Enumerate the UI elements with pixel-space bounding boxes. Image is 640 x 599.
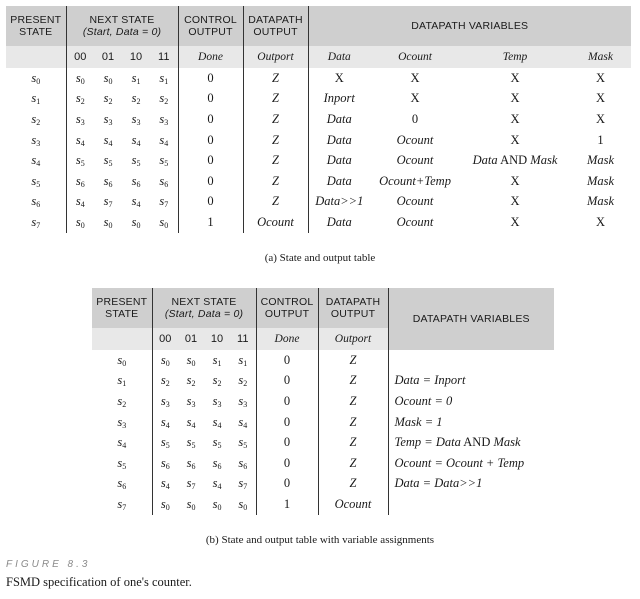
state-cell: $s_4$ xyxy=(31,153,41,169)
state-index: 2 xyxy=(136,97,141,107)
assignment-cell: Temp = Data AND Mask xyxy=(388,432,554,453)
assignment-cell: Mask = 1 xyxy=(388,412,554,433)
table-row xyxy=(92,494,554,515)
state-cell: $s_2$ xyxy=(238,373,248,389)
header-next-state xyxy=(152,288,256,328)
table-row xyxy=(6,171,631,192)
header-next-state-cond: (Start, Data = 0) xyxy=(82,26,162,38)
state-index: 3 xyxy=(136,117,141,127)
done-cell: 0 xyxy=(178,192,243,213)
state-cell: $s_4$ xyxy=(66,192,94,213)
state-cell: $s_1$ xyxy=(31,91,41,107)
state-index: 4 xyxy=(217,482,222,492)
state-index: 0 xyxy=(191,502,196,512)
subheader-input: 01 xyxy=(94,46,122,68)
table-b-caption: (b) State and output table with variable assignments xyxy=(205,534,435,546)
subheader-blank xyxy=(92,328,152,350)
header-datapath-variables: DATAPATH VARIABLES xyxy=(308,6,631,46)
subheader-done: Done xyxy=(256,328,318,350)
state-index: 4 xyxy=(80,200,85,210)
state-cell: $s_4$ xyxy=(103,132,113,148)
table-a-caption: (a) State and output table xyxy=(264,252,376,264)
mask-cell: X xyxy=(596,214,606,229)
state-index: 6 xyxy=(191,461,196,471)
state-cell: $s_0$ xyxy=(186,496,196,512)
state-index: 2 xyxy=(108,97,113,107)
outport-cell: Z xyxy=(318,371,388,392)
state-cell: $s_5$ xyxy=(212,435,222,451)
data-cell: Data xyxy=(308,171,370,192)
done-cell: 0 xyxy=(256,432,318,453)
assignment-cell: Data = Inport xyxy=(388,371,554,392)
temp-cell: X xyxy=(510,70,520,85)
state-cell: $s_5$ xyxy=(186,435,196,451)
data-cell: Data xyxy=(308,130,370,151)
state-cell: $s_5$ xyxy=(117,455,127,471)
state-cell: $s_6$ xyxy=(212,455,222,471)
state-index: 6 xyxy=(217,461,222,471)
subheader-input: 01 xyxy=(178,328,204,350)
mask-cell: X xyxy=(596,91,606,106)
ocount-cell: 0 xyxy=(411,111,419,126)
state-cell: $s_3$ xyxy=(152,391,178,412)
state-index: 0 xyxy=(36,76,41,86)
state-index: 3 xyxy=(217,399,222,409)
data-cell: Inport xyxy=(308,89,370,110)
state-cell: $s_5$ xyxy=(159,153,169,169)
state-cell: $s_6$ xyxy=(238,455,248,471)
done-cell: 0 xyxy=(256,371,318,392)
header-present-state: PRESENT STATE xyxy=(6,6,66,46)
state-index: 5 xyxy=(243,441,248,451)
outport-cell: Z xyxy=(243,130,308,151)
state-cell: $s_3$ xyxy=(31,132,41,148)
state-cell: $s_7$ xyxy=(117,496,127,512)
state-cell: $s_6$ xyxy=(131,173,141,189)
state-cell: $s_1$ xyxy=(212,352,222,368)
table-row xyxy=(92,432,554,453)
subheader-data: Data xyxy=(308,46,370,68)
state-index: 0 xyxy=(243,502,248,512)
state-index: 2 xyxy=(122,399,127,409)
subheader-mask: Mask xyxy=(570,46,631,68)
state-index: 4 xyxy=(122,441,127,451)
subheader-ocount: Ocount xyxy=(370,46,460,68)
state-index: 6 xyxy=(122,482,127,492)
done-cell: 0 xyxy=(256,474,318,495)
outport-cell: Ocount xyxy=(318,494,388,515)
state-cell: $s_6$ xyxy=(152,453,178,474)
state-index: 0 xyxy=(80,76,85,86)
state-cell: $s_1$ xyxy=(131,70,141,86)
state-index: 4 xyxy=(136,200,141,210)
header-present-state: PRESENT STATE xyxy=(92,288,152,328)
state-index: 3 xyxy=(165,399,170,409)
state-index: 7 xyxy=(243,482,248,492)
temp-cell: X xyxy=(510,91,520,106)
table-row xyxy=(6,68,631,89)
state-index: 4 xyxy=(165,482,170,492)
header-next-state-label: NEXT STATE xyxy=(89,14,155,26)
state-index: 0 xyxy=(108,76,113,86)
state-cell: $s_3$ xyxy=(212,393,222,409)
state-cell: $s_1$ xyxy=(159,70,169,86)
state-index: 4 xyxy=(191,420,196,430)
state-cell: $s_7$ xyxy=(31,214,41,230)
assignment-cell: Ocount = Ocount + Temp xyxy=(388,453,554,474)
state-index: 1 xyxy=(217,358,222,368)
state-cell: $s_5$ xyxy=(66,150,94,171)
temp-cell: X xyxy=(510,173,520,188)
state-cell: $s_3$ xyxy=(117,414,127,430)
table-row xyxy=(92,474,554,495)
state-index: 4 xyxy=(165,420,170,430)
state-cell: $s_7$ xyxy=(238,476,248,492)
header-datapath-output: DATAPATH OUTPUT xyxy=(318,288,388,328)
subheader-input: 11 xyxy=(230,328,256,350)
subheader-input: 10 xyxy=(204,328,230,350)
data-cell: Data xyxy=(308,150,370,171)
state-cell: $s_4$ xyxy=(238,414,248,430)
table-row xyxy=(92,350,554,371)
state-index: 1 xyxy=(136,76,141,86)
done-cell: 0 xyxy=(178,150,243,171)
state-cell: $s_7$ xyxy=(159,194,169,210)
state-cell: $s_4$ xyxy=(152,412,178,433)
temp-cell: Data AND Mask xyxy=(472,153,558,168)
mask-cell: Mask xyxy=(586,194,615,209)
state-cell: $s_4$ xyxy=(131,132,141,148)
done-cell: 0 xyxy=(178,130,243,151)
ocount-cell: X xyxy=(410,70,420,85)
state-cell: $s_3$ xyxy=(238,393,248,409)
ocount-cell: Ocount xyxy=(396,132,434,147)
state-index: 3 xyxy=(80,117,85,127)
state-index: 5 xyxy=(36,179,41,189)
state-cell: $s_6$ xyxy=(103,173,113,189)
state-index: 5 xyxy=(108,159,113,169)
assignment-cell: Ocount = 0 xyxy=(388,391,554,412)
state-index: 3 xyxy=(122,420,127,430)
subheader-blank xyxy=(6,46,66,68)
table-row xyxy=(92,371,554,392)
figure-label: FIGURE 8.3 xyxy=(6,559,91,570)
table-row xyxy=(6,109,631,130)
state-cell: $s_2$ xyxy=(131,91,141,107)
table-row xyxy=(6,89,631,110)
state-cell: $s_5$ xyxy=(31,173,41,189)
subheader-outport: Outport xyxy=(243,46,308,68)
mask-cell: 1 xyxy=(597,132,604,147)
state-index: 0 xyxy=(136,220,141,230)
state-index: 6 xyxy=(165,461,170,471)
outport-cell: Z xyxy=(318,432,388,453)
state-cell: $s_2$ xyxy=(159,91,169,107)
state-cell: $s_7$ xyxy=(186,476,196,492)
state-cell: $s_4$ xyxy=(117,435,127,451)
state-cell: $s_0$ xyxy=(152,350,178,371)
state-cell: $s_5$ xyxy=(152,432,178,453)
state-index: 7 xyxy=(191,482,196,492)
table-row xyxy=(6,150,631,171)
state-cell: $s_0$ xyxy=(152,494,178,515)
temp-cell: X xyxy=(510,132,520,147)
state-index: 6 xyxy=(243,461,248,471)
state-index: 2 xyxy=(191,379,196,389)
temp-cell: X xyxy=(510,194,520,209)
state-index: 3 xyxy=(108,117,113,127)
state-index: 0 xyxy=(217,502,222,512)
state-cell: $s_0$ xyxy=(103,70,113,86)
state-index: 3 xyxy=(36,138,41,148)
subheader-input: 00 xyxy=(152,328,178,350)
outport-cell: Z xyxy=(318,474,388,495)
ocount-cell: Ocount xyxy=(396,153,434,168)
outport-cell: Z xyxy=(243,192,308,213)
state-index: 7 xyxy=(36,220,41,230)
state-index: 7 xyxy=(164,200,169,210)
state-cell: $s_6$ xyxy=(159,173,169,189)
table-row xyxy=(6,130,631,151)
subheader-done: Done xyxy=(178,46,243,68)
state-index: 2 xyxy=(36,117,41,127)
state-index: 6 xyxy=(164,179,169,189)
state-index: 5 xyxy=(217,441,222,451)
state-cell: $s_6$ xyxy=(31,194,41,210)
state-cell: $s_0$ xyxy=(159,214,169,230)
outport-cell: Z xyxy=(318,412,388,433)
done-cell: 0 xyxy=(178,171,243,192)
state-cell: $s_6$ xyxy=(117,476,127,492)
state-cell: $s_6$ xyxy=(186,455,196,471)
temp-cell: X xyxy=(510,214,520,229)
header-next-state-label: NEXT STATE xyxy=(171,296,237,308)
state-cell: $s_5$ xyxy=(131,153,141,169)
state-cell: $s_0$ xyxy=(186,352,196,368)
done-cell: 0 xyxy=(256,453,318,474)
state-cell: $s_4$ xyxy=(159,132,169,148)
state-index: 7 xyxy=(108,200,113,210)
state-index: 0 xyxy=(108,220,113,230)
state-index: 7 xyxy=(122,502,127,512)
state-index: 4 xyxy=(136,138,141,148)
state-index: 6 xyxy=(36,200,41,210)
state-index: 6 xyxy=(136,179,141,189)
state-output-table-a xyxy=(6,6,631,233)
data-cell: Data xyxy=(308,212,370,233)
header-control-output: CONTROL OUTPUT xyxy=(256,288,318,328)
state-cell: $s_2$ xyxy=(212,373,222,389)
outport-cell: Z xyxy=(318,350,388,371)
subheader-input: 00 xyxy=(66,46,94,68)
state-index: 4 xyxy=(164,138,169,148)
outport-cell: Z xyxy=(243,89,308,110)
state-index: 0 xyxy=(165,502,170,512)
state-cell: $s_5$ xyxy=(238,435,248,451)
state-index: 4 xyxy=(108,138,113,148)
assignment-cell xyxy=(388,494,554,515)
state-index: 4 xyxy=(36,159,41,169)
done-cell: 0 xyxy=(178,89,243,110)
assignment-cell: Data = Data>>1 xyxy=(388,474,554,495)
state-cell: $s_3$ xyxy=(159,111,169,127)
state-index: 2 xyxy=(80,97,85,107)
state-cell: $s_1$ xyxy=(238,352,248,368)
data-cell: X xyxy=(308,68,370,89)
state-index: 0 xyxy=(165,358,170,368)
state-cell: $s_3$ xyxy=(186,393,196,409)
state-cell: $s_4$ xyxy=(212,476,222,492)
done-cell: 0 xyxy=(256,391,318,412)
state-cell: $s_4$ xyxy=(152,474,178,495)
outport-cell: Z xyxy=(243,68,308,89)
state-index: 5 xyxy=(136,159,141,169)
done-cell: 0 xyxy=(178,68,243,89)
state-index: 2 xyxy=(165,379,170,389)
state-cell: $s_2$ xyxy=(186,373,196,389)
state-cell: $s_2$ xyxy=(66,89,94,110)
state-index: 3 xyxy=(164,117,169,127)
header-datapath-output: DATAPATH OUTPUT xyxy=(243,6,308,46)
temp-cell: X xyxy=(510,111,520,126)
state-index: 4 xyxy=(243,420,248,430)
subheader-outport: Outport xyxy=(318,328,388,350)
table-row xyxy=(6,212,631,233)
done-cell: 0 xyxy=(178,109,243,130)
state-index: 1 xyxy=(36,97,41,107)
state-index: 2 xyxy=(217,379,222,389)
state-output-table-b xyxy=(92,288,554,515)
state-index: 5 xyxy=(191,441,196,451)
done-cell: 1 xyxy=(178,212,243,233)
table-row xyxy=(92,453,554,474)
done-cell: 0 xyxy=(256,350,318,371)
table-row xyxy=(92,391,554,412)
outport-cell: Z xyxy=(318,453,388,474)
header-control-output: CONTROL OUTPUT xyxy=(178,6,243,46)
state-index: 5 xyxy=(164,159,169,169)
state-index: 4 xyxy=(80,138,85,148)
data-cell: Data>>1 xyxy=(308,192,370,213)
outport-cell: Z xyxy=(243,171,308,192)
state-index: 1 xyxy=(243,358,248,368)
outport-cell: Ocount xyxy=(243,212,308,233)
state-index: 1 xyxy=(164,76,169,86)
mask-cell: X xyxy=(596,70,606,85)
state-cell: $s_1$ xyxy=(117,373,127,389)
mask-cell: X xyxy=(596,111,606,126)
state-cell: $s_2$ xyxy=(31,111,41,127)
ocount-cell: X xyxy=(410,91,420,106)
state-cell: $s_2$ xyxy=(103,91,113,107)
subheader-input: 11 xyxy=(150,46,178,68)
data-cell: Data xyxy=(308,109,370,130)
state-cell: $s_0$ xyxy=(131,214,141,230)
state-cell: $s_2$ xyxy=(117,393,127,409)
state-index: 6 xyxy=(108,179,113,189)
state-cell: $s_0$ xyxy=(117,352,127,368)
state-index: 3 xyxy=(243,399,248,409)
state-cell: $s_4$ xyxy=(131,194,141,210)
outport-cell: Z xyxy=(318,391,388,412)
ocount-cell: Ocount xyxy=(396,214,434,229)
state-cell: $s_5$ xyxy=(103,153,113,169)
state-index: 1 xyxy=(122,379,127,389)
table-row xyxy=(6,192,631,213)
state-cell: $s_4$ xyxy=(66,130,94,151)
state-cell: $s_3$ xyxy=(66,109,94,130)
state-index: 3 xyxy=(191,399,196,409)
subheader-input: 10 xyxy=(122,46,150,68)
state-cell: $s_4$ xyxy=(186,414,196,430)
mask-cell: Mask xyxy=(586,153,615,168)
table-row xyxy=(92,412,554,433)
state-index: 5 xyxy=(165,441,170,451)
header-next-state-cond: (Start, Data = 0) xyxy=(164,308,244,320)
state-cell: $s_3$ xyxy=(131,111,141,127)
done-cell: 1 xyxy=(256,494,318,515)
mask-cell: Mask xyxy=(586,173,615,188)
figure-caption: FSMD specification of one's counter. xyxy=(6,575,192,589)
state-cell: $s_0$ xyxy=(31,70,41,86)
state-cell: $s_6$ xyxy=(66,171,94,192)
state-cell: $s_3$ xyxy=(103,111,113,127)
state-index: 4 xyxy=(217,420,222,430)
state-index: 0 xyxy=(191,358,196,368)
state-index: 6 xyxy=(80,179,85,189)
state-cell: $s_0$ xyxy=(66,212,94,233)
ocount-cell: Ocount xyxy=(396,194,434,209)
outport-cell: Z xyxy=(243,109,308,130)
subheader-temp: Temp xyxy=(460,46,570,68)
assignment-cell xyxy=(388,350,554,371)
state-cell: $s_4$ xyxy=(212,414,222,430)
header-next-state xyxy=(66,6,178,46)
state-index: 0 xyxy=(164,220,169,230)
done-cell: 0 xyxy=(256,412,318,433)
ocount-cell: Ocount+Temp xyxy=(379,173,451,188)
state-cell: $s_0$ xyxy=(103,214,113,230)
state-index: 5 xyxy=(122,461,127,471)
state-index: 0 xyxy=(122,358,127,368)
state-cell: $s_0$ xyxy=(238,496,248,512)
state-index: 5 xyxy=(80,159,85,169)
header-datapath-variables: DATAPATH VARIABLES xyxy=(388,288,554,350)
state-cell: $s_7$ xyxy=(103,194,113,210)
state-cell: $s_0$ xyxy=(212,496,222,512)
state-index: 2 xyxy=(164,97,169,107)
state-cell: $s_2$ xyxy=(152,371,178,392)
state-index: 2 xyxy=(243,379,248,389)
state-cell: $s_0$ xyxy=(66,68,94,89)
state-index: 0 xyxy=(80,220,85,230)
outport-cell: Z xyxy=(243,150,308,171)
